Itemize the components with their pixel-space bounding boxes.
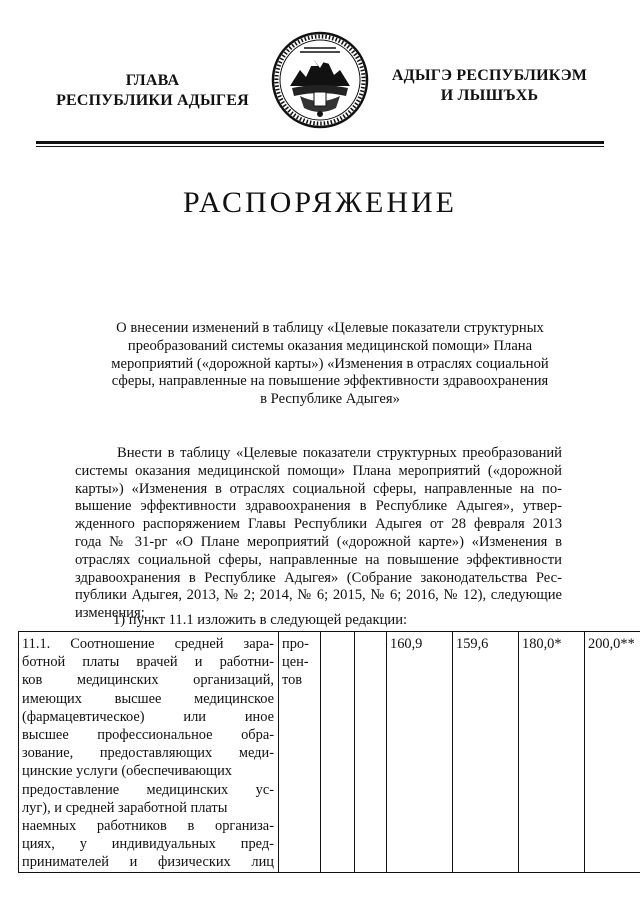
header-right-line2: И ЛЫШЪХЬ — [440, 87, 539, 104]
title-line: сферы, направленные на повышение эффективности здравоохранения — [111, 373, 549, 390]
indicator-line: луг), и средней заработной платы — [22, 799, 228, 816]
document-type: РАСПОРЯЖЕНИЕ — [182, 186, 458, 219]
value-cell: 180,0* — [519, 632, 585, 873]
body-line: жденного распоряжением Главы Республики Адыгея от 28 февраля 2013 — [75, 516, 562, 533]
indicator-table — [18, 631, 640, 873]
value-cell: 159,6 — [453, 632, 519, 873]
document-title — [70, 320, 590, 409]
body-line: публики Адыгея, 2013, № 2; 2014, № 6; 2015, № 6; 2016, № 12), следующие — [75, 587, 562, 604]
body-line: отраслях социальной сферы, направленные на повышение эффективности — [75, 551, 562, 568]
body-line: изменения: — [75, 605, 145, 622]
title-line: мероприятий («дорожной карты») «Изменения в отраслях социальной — [111, 355, 549, 372]
indicator-line: ков медицинских организаций, — [22, 672, 274, 689]
unit-cell — [279, 632, 321, 873]
unit-line: тов — [282, 672, 303, 689]
indicator-line: 11.1. Соотношение средней зара- — [22, 636, 274, 652]
indicator-line: высшее профессиональное обра- — [22, 727, 274, 744]
header-left-line2: РЕСПУБЛИКИ АДЫГЕЯ — [56, 92, 249, 109]
coat-of-arms-emblem-icon — [270, 30, 370, 130]
indicator-line: ботной платы врачей и работни- — [22, 654, 274, 671]
header-right-line1: АДЫГЭ РЕСПУБЛИКЭМ — [391, 67, 588, 84]
header-left-line1: ГЛАВА — [125, 72, 180, 89]
body-line: Внести в таблицу «Целевые показатели структурных преобразований — [117, 445, 562, 461]
title-line: О внесении изменений в таблицу «Целевые показатели структурных — [116, 320, 544, 336]
header-right-title — [382, 66, 597, 106]
indicator-line: (фармацевтическое) или иное — [22, 708, 274, 725]
body-line: года № 31-рг «О Плане мероприятий («дорожной карте») «Изменения в — [75, 533, 562, 550]
header-left-title — [40, 71, 265, 111]
body-line: здравоохранения в Республике Адыгея» (Собрание законодательства Рес- — [75, 569, 562, 586]
amendment-item: 1) пункт 11.1 изложить в следующей редакции: — [113, 612, 408, 628]
body-line: карты») «Изменения в отраслях социальной сферы, направленные на по- — [75, 480, 562, 497]
empty-cell — [321, 632, 355, 873]
indicator-line: циях, у индивидуальных пред- — [22, 836, 274, 853]
unit-line: цен- — [282, 654, 309, 671]
table-row — [19, 632, 640, 873]
body-paragraph — [75, 445, 562, 623]
body-line: системы оказания медицинской помощи» Плана мероприятий («дорожной — [75, 462, 562, 479]
indicator-line: наемных работников в организа- — [22, 818, 274, 835]
indicator-cell — [19, 632, 279, 873]
title-line: преобразований системы оказания медицинской помощи» Плана — [127, 337, 533, 354]
unit-line: про- — [282, 636, 309, 652]
indicator-line: принимателей и физических лиц — [22, 854, 274, 871]
indicator-line: предоставление медицинских ус- — [22, 781, 274, 798]
empty-cell — [355, 632, 387, 873]
title-line: в Республике Адыгея» — [260, 391, 400, 408]
indicator-line: имеющих высшее медицинское — [22, 690, 274, 707]
body-line: вышение эффективности здравоохранения в Республике Адыгея», утвер- — [75, 498, 562, 515]
header-divider-thick — [36, 141, 604, 144]
indicator-line: зование, предоставляющих меди- — [22, 745, 274, 762]
value-cell: 200,0** — [585, 632, 640, 873]
header-divider-thin — [36, 146, 604, 147]
indicator-line: цинские услуги (обеспечивающих — [22, 763, 232, 780]
value-cell: 160,9 — [387, 632, 453, 873]
